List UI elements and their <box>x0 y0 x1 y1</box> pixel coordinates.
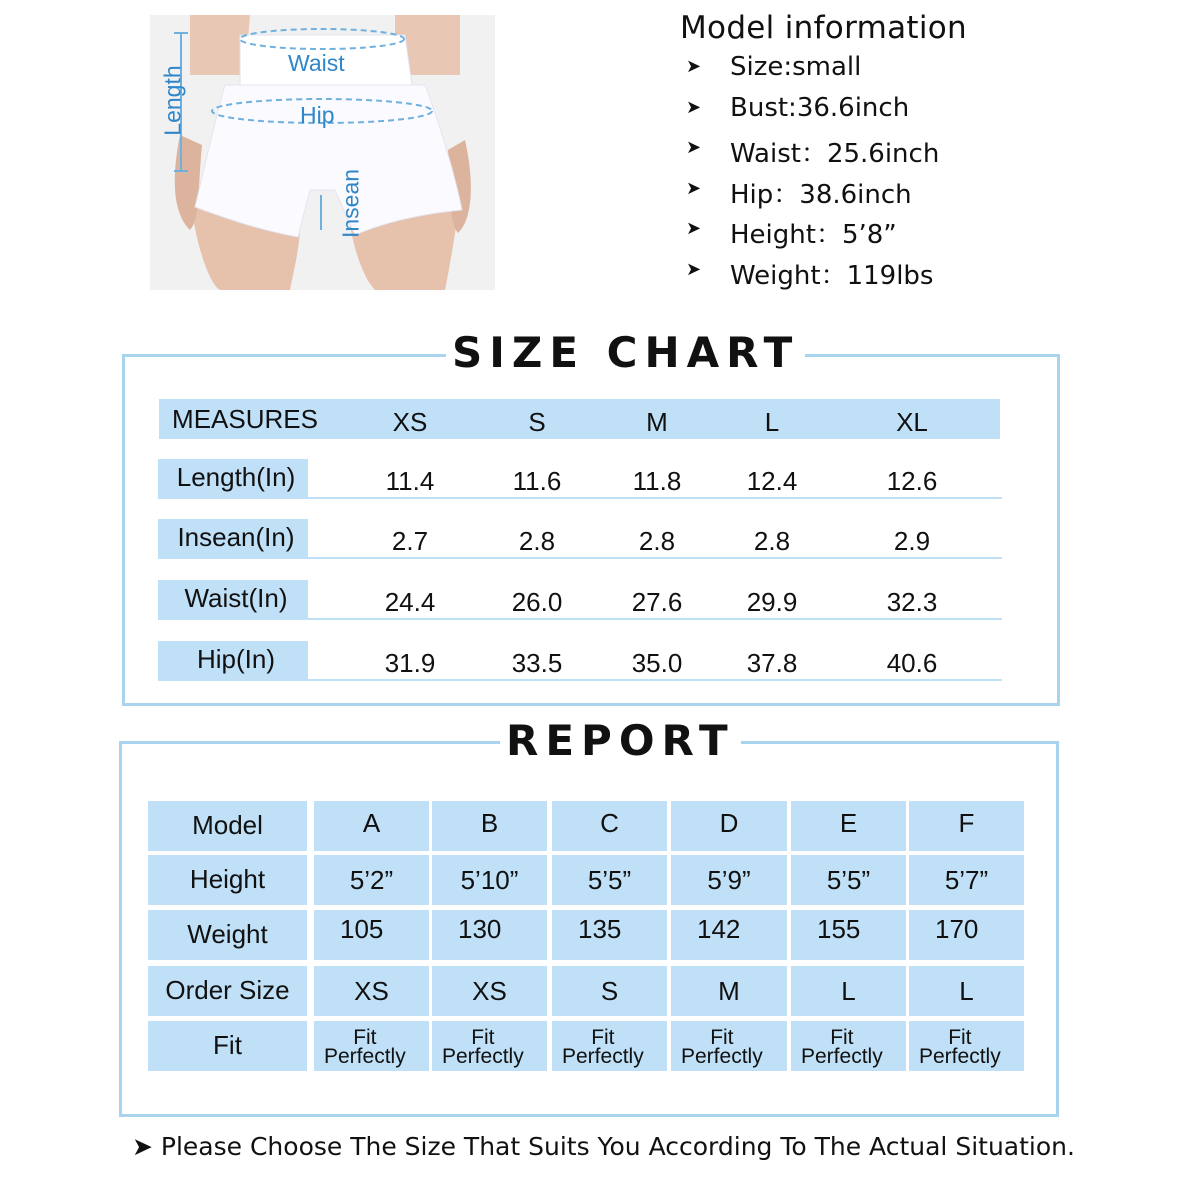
report-cell <box>909 966 1024 1016</box>
info-item <box>680 93 1180 134</box>
report-cell-text: E <box>839 808 858 838</box>
footer-note <box>132 1132 1075 1161</box>
size-value: 11.4 <box>385 466 435 496</box>
size-value: 37.8 <box>746 648 798 678</box>
footer-text: Please Choose The Size That Suits You According To The Actual Situation. <box>160 1132 1075 1161</box>
report-cell-text: XS <box>472 976 507 1006</box>
report-cell-text: 5’2” <box>349 865 394 895</box>
row-label: Length(In) <box>176 462 296 492</box>
report-cell-text: A <box>362 808 381 838</box>
report-cell-text: C <box>600 808 619 838</box>
report-cell-text: L <box>959 976 974 1006</box>
report-cell-text: Fit Perfectly <box>324 1026 406 1068</box>
info-item <box>680 52 1180 93</box>
size-header: XL <box>896 407 928 437</box>
report-cell-text: 130 <box>458 914 502 944</box>
size-value: 12.6 <box>886 466 938 496</box>
report-cell <box>432 966 547 1016</box>
report-cell-text: Fit Perfectly <box>919 1026 1001 1068</box>
report-cell-text: Fit Perfectly <box>801 1026 883 1068</box>
model-info <box>680 10 1180 296</box>
info-item <box>680 214 1180 255</box>
report-cell <box>791 855 906 905</box>
row-divider <box>308 679 1002 681</box>
report-cell <box>314 910 429 960</box>
size-value: 33.5 <box>511 648 563 678</box>
size-value: 11.6 <box>512 466 562 496</box>
report-cell-text: XS <box>354 976 389 1006</box>
info-item-text: Waist：25.6inch <box>730 139 940 170</box>
report-row-label <box>148 910 307 960</box>
report-cell <box>909 910 1024 960</box>
report-row-label-text: Model <box>192 810 263 840</box>
size-value: 31.9 <box>384 648 436 678</box>
arrow-icon: ➤ <box>686 137 702 159</box>
report-cell-text: 105 <box>340 914 384 944</box>
arrow-icon: ➤ <box>686 96 702 118</box>
info-item <box>680 174 1180 215</box>
size-value: 32.3 <box>886 587 938 617</box>
report-cell-text: 155 <box>817 914 861 944</box>
report-cell-text: Fit Perfectly <box>442 1026 524 1068</box>
arrow-icon: ➤ <box>686 177 702 199</box>
row-label: Waist(In) <box>184 583 288 613</box>
report-cell <box>671 801 787 851</box>
report-cell <box>791 801 906 851</box>
row-divider <box>308 497 1002 499</box>
report-cell-text: M <box>718 976 740 1006</box>
report-cell-text: Fit Perfectly <box>681 1026 763 1068</box>
size-value: 35.0 <box>631 648 683 678</box>
report-cell <box>552 801 667 851</box>
size-value: 2.8 <box>518 526 556 556</box>
report-cell <box>552 910 667 960</box>
row-label: Insean(In) <box>177 522 295 552</box>
size-value: 24.4 <box>384 587 436 617</box>
report-cell <box>432 801 547 851</box>
report-cell-text: L <box>841 976 856 1006</box>
size-value: 40.6 <box>886 648 938 678</box>
report-cell <box>432 910 547 960</box>
report-cell-text: 5’9” <box>707 865 751 895</box>
report-row-label-text: Height <box>189 864 266 894</box>
report-cell <box>909 1021 1024 1071</box>
report-cell <box>552 966 667 1016</box>
size-value: 2.8 <box>638 526 676 556</box>
report-cell-text: F <box>958 808 975 838</box>
report-cell-text: Fit Perfectly <box>562 1026 644 1068</box>
report-cell <box>909 801 1024 851</box>
product-photo <box>150 15 495 290</box>
info-item <box>680 133 1180 174</box>
length-label: Length <box>159 65 186 136</box>
info-item-text: Height：5’8” <box>730 220 897 251</box>
report-row-label <box>148 1021 307 1071</box>
row-divider <box>308 618 1002 620</box>
report-cell-text: 5’7” <box>944 865 989 895</box>
report-cell <box>552 1021 667 1071</box>
report-cell <box>671 855 787 905</box>
size-value: 2.8 <box>753 526 791 556</box>
size-value: 2.9 <box>893 526 931 556</box>
report-row-label <box>148 855 307 905</box>
report-cell-text: 135 <box>578 914 622 944</box>
report-cell <box>314 801 429 851</box>
report-cell <box>314 1021 429 1071</box>
arrow-icon: ➤ <box>686 56 702 77</box>
report-cell-text: B <box>480 808 499 838</box>
size-header: L <box>764 407 780 437</box>
report-cell-text: 5’5” <box>826 865 871 895</box>
row-label: Hip(In) <box>196 644 275 674</box>
info-item <box>680 255 1180 296</box>
size-value: 12.4 <box>746 466 798 496</box>
report-row-label-text: Weight <box>187 919 268 949</box>
measures-header: MEASURES <box>172 404 318 434</box>
waist-label: Waist <box>288 50 345 76</box>
info-item-text: Weight：119lbs <box>730 260 934 291</box>
report-cell <box>314 855 429 905</box>
report-title: REPORT <box>500 718 741 764</box>
report-cell <box>671 966 787 1016</box>
report-cell <box>671 1021 787 1071</box>
report-cell <box>552 855 667 905</box>
report-row-label <box>148 801 307 851</box>
arrow-icon: ➤ <box>686 218 702 240</box>
size-header: S <box>528 407 546 437</box>
report-row-label-text: Fit <box>213 1030 242 1060</box>
size-value: 29.9 <box>746 587 798 617</box>
report-cell <box>791 1021 906 1071</box>
report-row-label-text: Order Size <box>165 975 290 1005</box>
size-header: M <box>646 407 668 437</box>
arrow-icon: ➤ <box>132 1132 153 1161</box>
report-cell <box>671 910 787 960</box>
report-row-label <box>148 966 307 1016</box>
report-cell-text: 5’10” <box>460 865 519 895</box>
report-cell-text: 5’5” <box>587 865 632 895</box>
report-cell-text: D <box>719 808 739 838</box>
hip-label: Hip <box>300 102 335 128</box>
row-divider <box>308 557 1002 559</box>
size-chart-title: SIZE CHART <box>446 330 805 376</box>
report-cell <box>432 1021 547 1071</box>
model-info-title: Model information <box>680 10 967 46</box>
info-item-text: Hip：38.6inch <box>730 179 912 210</box>
report-cell-text: 142 <box>697 914 741 944</box>
report-cell-text: S <box>600 976 619 1006</box>
report-cell <box>432 855 547 905</box>
report-cell-text: 170 <box>935 914 979 944</box>
size-value: 27.6 <box>631 587 683 617</box>
size-value: 26.0 <box>511 587 563 617</box>
insean-label: Insean <box>337 168 364 239</box>
size-value: 11.8 <box>632 466 682 496</box>
report-cell <box>909 855 1024 905</box>
report-cell <box>791 910 906 960</box>
report-cell <box>791 966 906 1016</box>
size-header: XS <box>392 407 428 437</box>
arrow-icon: ➤ <box>686 258 702 280</box>
info-item-text: Bust:36.6inch <box>730 92 910 123</box>
report-cell <box>314 966 429 1016</box>
info-item-text: Size:small <box>730 52 862 82</box>
size-value: 2.7 <box>391 526 429 556</box>
